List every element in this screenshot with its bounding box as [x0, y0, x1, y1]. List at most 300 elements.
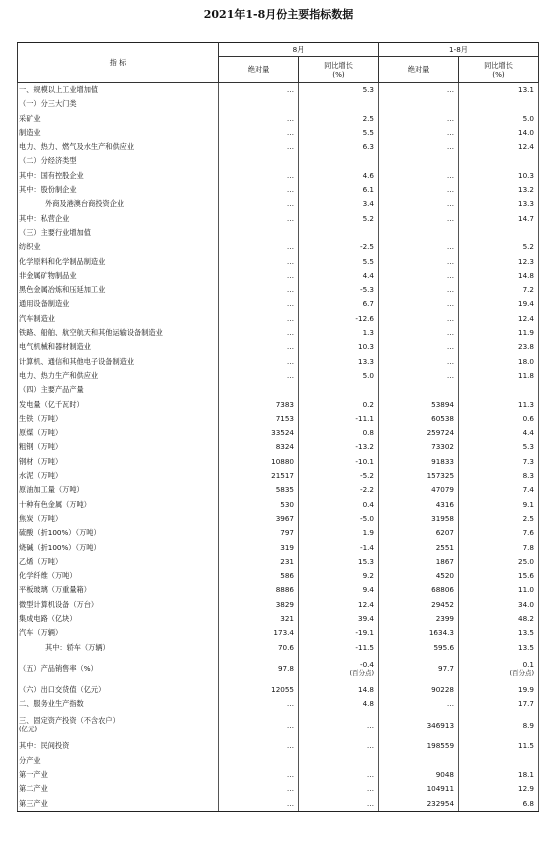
jan-aug-growth-cell-value: 11.0 — [518, 585, 535, 595]
jan-aug-growth-cell — [459, 797, 539, 812]
aug-growth-cell — [299, 269, 379, 283]
aug-growth-cell — [299, 83, 379, 98]
indicator-label — [18, 183, 219, 197]
aug-growth-cell-value: 5.5 — [362, 256, 375, 266]
jan-aug-growth-cell — [459, 226, 539, 240]
jan-aug-growth-cell — [459, 412, 539, 426]
jan-aug-absolute-cell-value: … — [446, 299, 455, 309]
aug-growth-cell-value: 5.0 — [362, 370, 375, 380]
jan-aug-absolute-cell — [379, 541, 459, 555]
indicator-label — [18, 655, 219, 683]
indicator-label-text: 第三产业 — [19, 798, 48, 808]
aug-growth-cell — [299, 711, 379, 739]
table-row — [18, 83, 539, 98]
jan-aug-growth-cell-value: 12.3 — [518, 256, 535, 266]
aug-growth-cell-value: … — [366, 741, 375, 751]
aug-absolute-cell — [219, 126, 299, 140]
jan-aug-absolute-cell-value: 104911 — [426, 784, 455, 794]
aug-growth-cell — [299, 797, 379, 812]
aug-growth-cell-value: 14.8 — [358, 684, 375, 694]
table-header — [18, 43, 539, 83]
indicator-label — [18, 112, 219, 126]
indicator-label — [18, 312, 219, 326]
jan-aug-growth-cell-value: 5.0 — [522, 113, 535, 123]
aug-absolute-cell — [219, 483, 299, 497]
indicator-label — [18, 797, 219, 812]
aug-growth-cell-value: 6.1 — [362, 185, 375, 195]
jan-aug-growth-cell — [459, 711, 539, 739]
indicator-label — [18, 398, 219, 412]
aug-absolute-cell-value: 8886 — [275, 585, 294, 595]
indicator-label — [18, 612, 219, 626]
jan-aug-absolute-cell-value: … — [446, 142, 455, 152]
indicator-label — [18, 512, 219, 526]
jan-aug-absolute-cell-value: … — [446, 370, 455, 380]
aug-absolute-cell — [219, 169, 299, 183]
jan-aug-absolute-cell — [379, 739, 459, 753]
aug-absolute-cell — [219, 154, 299, 168]
table-row — [18, 768, 539, 782]
indicator-label-text: 微型计算机设备（万台） — [19, 599, 99, 609]
indicator-label-text: （四）主要产品产量 — [19, 385, 84, 395]
jan-aug-absolute-cell-value: … — [446, 185, 455, 195]
jan-aug-absolute-cell — [379, 583, 459, 597]
aug-absolute-cell-value: 70.6 — [277, 642, 294, 652]
aug-absolute-cell-value: … — [286, 313, 294, 323]
aug-absolute-cell — [219, 97, 299, 111]
jan-aug-absolute-cell-value: 90228 — [431, 684, 455, 694]
jan-aug-absolute-cell-value: 29452 — [431, 599, 455, 609]
aug-growth-cell — [299, 297, 379, 311]
table-row — [18, 683, 539, 697]
aug-growth-cell — [299, 768, 379, 782]
aug-absolute-cell-value: … — [286, 256, 294, 266]
aug-absolute-cell-value: 586 — [280, 571, 294, 581]
indicator-label — [18, 97, 219, 111]
jan-aug-absolute-cell — [379, 326, 459, 340]
jan-aug-growth-cell — [459, 426, 539, 440]
aug-absolute-cell-value: 7153 — [275, 413, 294, 423]
aug-growth-header-line1: 同比增长 — [324, 60, 353, 70]
jan-aug-growth-cell-value: 14.8 — [518, 270, 535, 280]
aug-growth-cell — [299, 226, 379, 240]
aug-growth-cell — [299, 326, 379, 340]
indicator-label — [18, 369, 219, 383]
jan-aug-absolute-cell — [379, 255, 459, 269]
jan-aug-absolute-cell-value: 73302 — [431, 442, 455, 452]
jan-aug-absolute-cell — [379, 683, 459, 697]
aug-growth-cell — [299, 455, 379, 469]
aug-absolute-cell-value: … — [286, 798, 294, 808]
jan-aug-growth-cell — [459, 126, 539, 140]
table-row — [18, 297, 539, 311]
indicator-label-text: 化学纤维（万吨） — [19, 571, 77, 581]
aug-absolute-cell-value: 10880 — [271, 456, 294, 466]
aug-growth-cell — [299, 412, 379, 426]
jan-aug-absolute-cell-value: 53894 — [431, 399, 455, 409]
aug-absolute-cell — [219, 412, 299, 426]
aug-absolute-cell — [219, 440, 299, 454]
indicator-label — [18, 711, 219, 739]
indicator-label — [18, 212, 219, 226]
table-row — [18, 583, 539, 597]
jan-aug-absolute-cell-value: 6207 — [435, 528, 455, 538]
jan-aug-absolute-cell-value: … — [446, 270, 455, 280]
aug-growth-cell-value: 9.2 — [362, 571, 375, 581]
jan-aug-absolute-cell-value: 1634.3 — [428, 628, 455, 638]
aug-growth-cell-value: -12.6 — [355, 313, 375, 323]
aug-growth-cell — [299, 626, 379, 640]
jan-aug-absolute-cell-value: … — [446, 127, 455, 137]
indicator-label-text: 水泥（万吨） — [19, 471, 63, 481]
aug-growth-cell-value: 6.7 — [362, 299, 375, 309]
aug-absolute-cell — [219, 569, 299, 583]
jan-aug-growth-cell-value: 0.6 — [522, 413, 535, 423]
aug-growth-cell-value: … — [366, 770, 375, 780]
indicator-label — [18, 555, 219, 569]
aug-growth-cell — [299, 512, 379, 526]
jan-aug-growth-cell-value: 5.3 — [522, 442, 535, 452]
indicator-label — [18, 426, 219, 440]
indicator-label-text: 电力、热力、燃气及水生产和供应业 — [19, 142, 135, 152]
jan-aug-growth-cell — [459, 154, 539, 168]
indicator-header: 指 标 — [18, 43, 219, 83]
aug-growth-cell-value: 9.4 — [362, 585, 375, 595]
jan-aug-growth-cell — [459, 612, 539, 626]
aug-growth-cell — [299, 340, 379, 354]
jan-aug-growth-cell — [459, 626, 539, 640]
jan-aug-growth-cell — [459, 526, 539, 540]
indicator-label — [18, 269, 219, 283]
jan-aug-absolute-cell — [379, 83, 459, 98]
aug-growth-cell — [299, 782, 379, 796]
indicator-label-text: 通用设备制造业 — [19, 299, 70, 309]
table-row — [18, 255, 539, 269]
jan-aug-absolute-cell — [379, 797, 459, 812]
indicator-label — [18, 782, 219, 796]
jan-aug-absolute-cell-value: 47079 — [431, 485, 455, 495]
jan-aug-growth-cell — [459, 754, 539, 768]
aug-absolute-cell — [219, 469, 299, 483]
jan-aug-growth-cell — [459, 398, 539, 412]
jan-aug-growth-cell — [459, 739, 539, 753]
jan-aug-absolute-cell-value: … — [446, 199, 455, 209]
aug-absolute-cell — [219, 212, 299, 226]
aug-growth-cell-value: 39.4 — [358, 613, 375, 623]
aug-absolute-cell — [219, 226, 299, 240]
aug-growth-cell-value: -10.1 — [355, 456, 375, 466]
jan-aug-absolute-cell-value: … — [446, 285, 455, 295]
aug-growth-cell-value: 4.8 — [362, 699, 375, 709]
jan-aug-absolute-cell — [379, 612, 459, 626]
aug-growth-cell-value: 0.2 — [362, 399, 375, 409]
aug-absolute-cell — [219, 340, 299, 354]
aug-absolute-cell-value: 3967 — [275, 513, 294, 523]
indicator-label-text: 第二产业 — [19, 784, 48, 794]
table-row — [18, 340, 539, 354]
table-row — [18, 369, 539, 383]
table-row — [18, 626, 539, 640]
jan-aug-absolute-cell — [379, 112, 459, 126]
indicator-label — [18, 469, 219, 483]
table-row — [18, 483, 539, 497]
aug-absolute-cell — [219, 598, 299, 612]
aug-growth-cell-value: 3.4 — [362, 199, 375, 209]
indicator-label-text: 分产业 — [19, 755, 41, 765]
jan-aug-growth-cell — [459, 697, 539, 711]
jan-aug-growth-cell — [459, 583, 539, 597]
aug-absolute-cell — [219, 297, 299, 311]
jan-aug-absolute-cell — [379, 183, 459, 197]
aug-growth-cell — [299, 355, 379, 369]
indicator-label-text: 其中：民间投资 — [19, 741, 70, 751]
jan-aug-growth-cell-value: 0.1 — [522, 659, 535, 669]
aug-growth-cell — [299, 183, 379, 197]
aug-growth-cell — [299, 154, 379, 168]
table-row — [18, 283, 539, 297]
jan-aug-growth-cell — [459, 197, 539, 211]
aug-absolute-cell — [219, 555, 299, 569]
jan-aug-absolute-cell-value: 9048 — [435, 770, 455, 780]
jan-aug-absolute-cell — [379, 412, 459, 426]
indicator-label-text: 制造业 — [19, 127, 41, 137]
indicator-label-text: 一、规模以上工业增加值 — [19, 85, 99, 94]
jan-aug-absolute-cell — [379, 655, 459, 683]
jan-aug-growth-cell — [459, 569, 539, 583]
jan-aug-growth-cell — [459, 326, 539, 340]
indicator-label — [18, 154, 219, 168]
aug-growth-cell-value: 4.4 — [362, 270, 375, 280]
table-row — [18, 697, 539, 711]
jan-aug-growth-cell — [459, 355, 539, 369]
jan-aug-growth-cell-value: 7.4 — [522, 485, 535, 495]
table-row — [18, 641, 539, 655]
aug-absolute-cell-value: … — [286, 85, 294, 94]
jan-aug-growth-cell-value: 5.2 — [522, 242, 535, 252]
aug-absolute-cell-value: 97.8 — [277, 664, 294, 674]
jan-aug-absolute-cell — [379, 526, 459, 540]
jan-aug-growth-cell-value: 7.8 — [522, 542, 535, 552]
jan-aug-absolute-cell — [379, 226, 459, 240]
indicator-label — [18, 569, 219, 583]
indicator-label — [18, 297, 219, 311]
table-row — [18, 455, 539, 469]
jan-aug-growth-cell-value: 13.3 — [518, 199, 535, 209]
indicator-label-text: 其中：国有控股企业 — [19, 170, 84, 180]
indicator-table — [17, 42, 539, 812]
jan-aug-growth-cell — [459, 283, 539, 297]
jan-aug-absolute-cell — [379, 768, 459, 782]
jan-aug-absolute-cell — [379, 483, 459, 497]
jan-aug-growth-cell-value: 8.3 — [522, 471, 535, 481]
jan-aug-absolute-cell — [379, 169, 459, 183]
aug-absolute-cell-value: 7383 — [275, 399, 294, 409]
aug-absolute-cell — [219, 782, 299, 796]
jan-aug-absolute-cell — [379, 569, 459, 583]
aug-growth-cell — [299, 97, 379, 111]
indicator-label-text: 生铁（万吨） — [19, 413, 63, 423]
aug-growth-cell — [299, 369, 379, 383]
jan-aug-absolute-cell-value: 1867 — [435, 556, 455, 566]
aug-growth-cell-value: -11.1 — [355, 413, 375, 423]
aug-absolute-cell-value: … — [286, 285, 294, 295]
table-row — [18, 655, 539, 683]
aug-growth-cell-value: 12.4 — [358, 599, 375, 609]
aug-absolute-cell-value: … — [286, 342, 294, 352]
jan-aug-absolute-cell-value: 595.6 — [433, 642, 455, 652]
aug-growth-cell — [299, 255, 379, 269]
aug-growth-cell — [299, 312, 379, 326]
aug-growth-cell — [299, 440, 379, 454]
table-row — [18, 326, 539, 340]
jan-aug-growth-cell — [459, 369, 539, 383]
aug-growth-cell-value: -19.1 — [355, 628, 375, 638]
table-row — [18, 197, 539, 211]
jan-aug-growth-cell-value: 25.0 — [518, 556, 535, 566]
indicator-label-text: 化学原料和化学制品制造业 — [19, 256, 106, 266]
aug-absolute-cell-value: … — [286, 370, 294, 380]
aug-growth-cell-value: -2.2 — [359, 485, 375, 495]
aug-growth-cell-value: 13.3 — [358, 356, 375, 366]
jan-aug-growth-cell-value: 13.5 — [518, 628, 535, 638]
aug-growth-cell-value: 1.9 — [362, 528, 375, 538]
table-row — [18, 154, 539, 168]
aug-growth-cell — [299, 555, 379, 569]
aug-absolute-cell-value: … — [286, 127, 294, 137]
indicator-label — [18, 583, 219, 597]
aug-absolute-cell — [219, 426, 299, 440]
indicator-label-unit: (亿元) — [19, 725, 38, 734]
jan-aug-growth-cell — [459, 112, 539, 126]
aug-absolute-cell-value: … — [286, 270, 294, 280]
indicator-label-text: （一）分三大门类 — [19, 99, 77, 109]
aug-growth-cell-value: 5.2 — [362, 213, 375, 223]
jan-aug-growth-cell — [459, 240, 539, 254]
table-row — [18, 426, 539, 440]
indicator-label — [18, 754, 219, 768]
jan-aug-absolute-cell — [379, 498, 459, 512]
indicator-label — [18, 340, 219, 354]
aug-absolute-cell — [219, 754, 299, 768]
indicator-label-text: （二）分经济类型 — [19, 156, 77, 166]
jan-aug-growth-cell — [459, 455, 539, 469]
indicator-label — [18, 626, 219, 640]
jan-aug-absolute-cell-value: 2399 — [435, 613, 455, 623]
aug-absolute-cell — [219, 583, 299, 597]
table-row — [18, 183, 539, 197]
jan-aug-growth-cell-value: 14.7 — [518, 213, 535, 223]
aug-growth-cell-value: 5.5 — [362, 127, 375, 137]
jan-aug-growth-cell — [459, 297, 539, 311]
aug-absolute-cell-value: 33524 — [271, 428, 294, 438]
jan-aug-absolute-cell-value: 91833 — [431, 456, 455, 466]
indicator-label-text: 汽车（万辆） — [19, 628, 63, 638]
jan-aug-growth-cell-value: 14.0 — [518, 127, 535, 137]
jan-aug-absolute-cell-value: … — [446, 85, 455, 94]
jan-aug-absolute-cell-value: 157325 — [426, 471, 455, 481]
indicator-label-text: 非金属矿物制品业 — [19, 270, 77, 280]
aug-absolute-cell-value: 231 — [280, 556, 294, 566]
indicator-label — [18, 641, 219, 655]
indicator-label — [18, 197, 219, 211]
jan-aug-growth-cell-value: 19.4 — [518, 299, 535, 309]
jan-aug-absolute-cell-value: 60538 — [431, 413, 455, 423]
aug-absolute-cell — [219, 283, 299, 297]
aug-growth-cell-value: 2.5 — [362, 113, 375, 123]
indicator-label — [18, 483, 219, 497]
jan-aug-absolute-cell-value: … — [446, 328, 455, 338]
aug-absolute-cell — [219, 768, 299, 782]
indicator-label — [18, 326, 219, 340]
aug-growth-cell-value: 4.6 — [362, 170, 375, 180]
aug-growth-cell — [299, 498, 379, 512]
jan-aug-absolute-cell — [379, 754, 459, 768]
indicator-label-text: 其中：股份制企业 — [19, 185, 77, 195]
indicator-label-text: 铁路、船舶、航空航天和其他运输设备制造业 — [19, 328, 163, 338]
jan-aug-growth-header — [459, 57, 539, 83]
jan-aug-growth-cell-value: 8.9 — [522, 720, 535, 730]
aug-growth-cell — [299, 612, 379, 626]
jan-aug-absolute-cell — [379, 426, 459, 440]
jan-aug-growth-cell — [459, 598, 539, 612]
aug-growth-cell — [299, 112, 379, 126]
jan-aug-absolute-cell — [379, 240, 459, 254]
jan-aug-growth-cell — [459, 169, 539, 183]
jan-aug-absolute-cell — [379, 697, 459, 711]
indicator-label-text: 汽车制造业 — [19, 313, 55, 323]
aug-absolute-cell — [219, 369, 299, 383]
jan-aug-absolute-cell — [379, 641, 459, 655]
jan-aug-growth-cell — [459, 340, 539, 354]
aug-absolute-cell-value: … — [286, 699, 294, 709]
indicator-label — [18, 683, 219, 697]
indicator-label-text: 其中：轿车（万辆） — [45, 642, 110, 652]
jan-aug-growth-cell — [459, 312, 539, 326]
indicator-label-text: 硫酸（折100%）（万吨） — [19, 528, 101, 538]
indicator-label-text: 集成电路（亿块） — [19, 613, 77, 623]
jan-aug-absolute-cell-value: … — [446, 113, 455, 123]
jan-aug-growth-cell-value: 13.5 — [518, 642, 535, 652]
aug-growth-cell-value: -2.5 — [359, 242, 375, 252]
aug-growth-cell — [299, 283, 379, 297]
table-row — [18, 498, 539, 512]
aug-absolute-cell — [219, 697, 299, 711]
jan-aug-absolute-cell-value: … — [446, 170, 455, 180]
table-row — [18, 383, 539, 397]
jan-aug-growth-cell-value: 7.3 — [522, 456, 535, 466]
indicator-label — [18, 140, 219, 154]
indicator-label — [18, 697, 219, 711]
aug-absolute-cell — [219, 255, 299, 269]
jan-aug-absolute-cell — [379, 297, 459, 311]
aug-growth-cell-value: 0.4 — [362, 499, 375, 509]
aug-growth-cell — [299, 697, 379, 711]
table-row — [18, 541, 539, 555]
aug-absolute-cell-value: … — [286, 328, 294, 338]
jan-aug-absolute-cell-value: 97.7 — [438, 664, 455, 674]
jan-aug-growth-cell-value: 7.2 — [522, 285, 535, 295]
jan-aug-absolute-cell-value: … — [446, 342, 455, 352]
aug-absolute-cell-value: … — [286, 213, 294, 223]
aug-growth-cell — [299, 398, 379, 412]
indicator-label-text: 乙烯（万吨） — [19, 556, 63, 566]
jan-aug-growth-cell-value: 12.9 — [518, 784, 535, 794]
aug-growth-cell-value: -1.4 — [359, 542, 375, 552]
aug-absolute-cell-value: … — [286, 242, 294, 252]
jan-aug-growth-header-line2: (%) — [492, 69, 505, 79]
indicator-label-text: 粗钢（万吨） — [19, 442, 63, 452]
aug-absolute-cell-value: … — [286, 142, 294, 152]
